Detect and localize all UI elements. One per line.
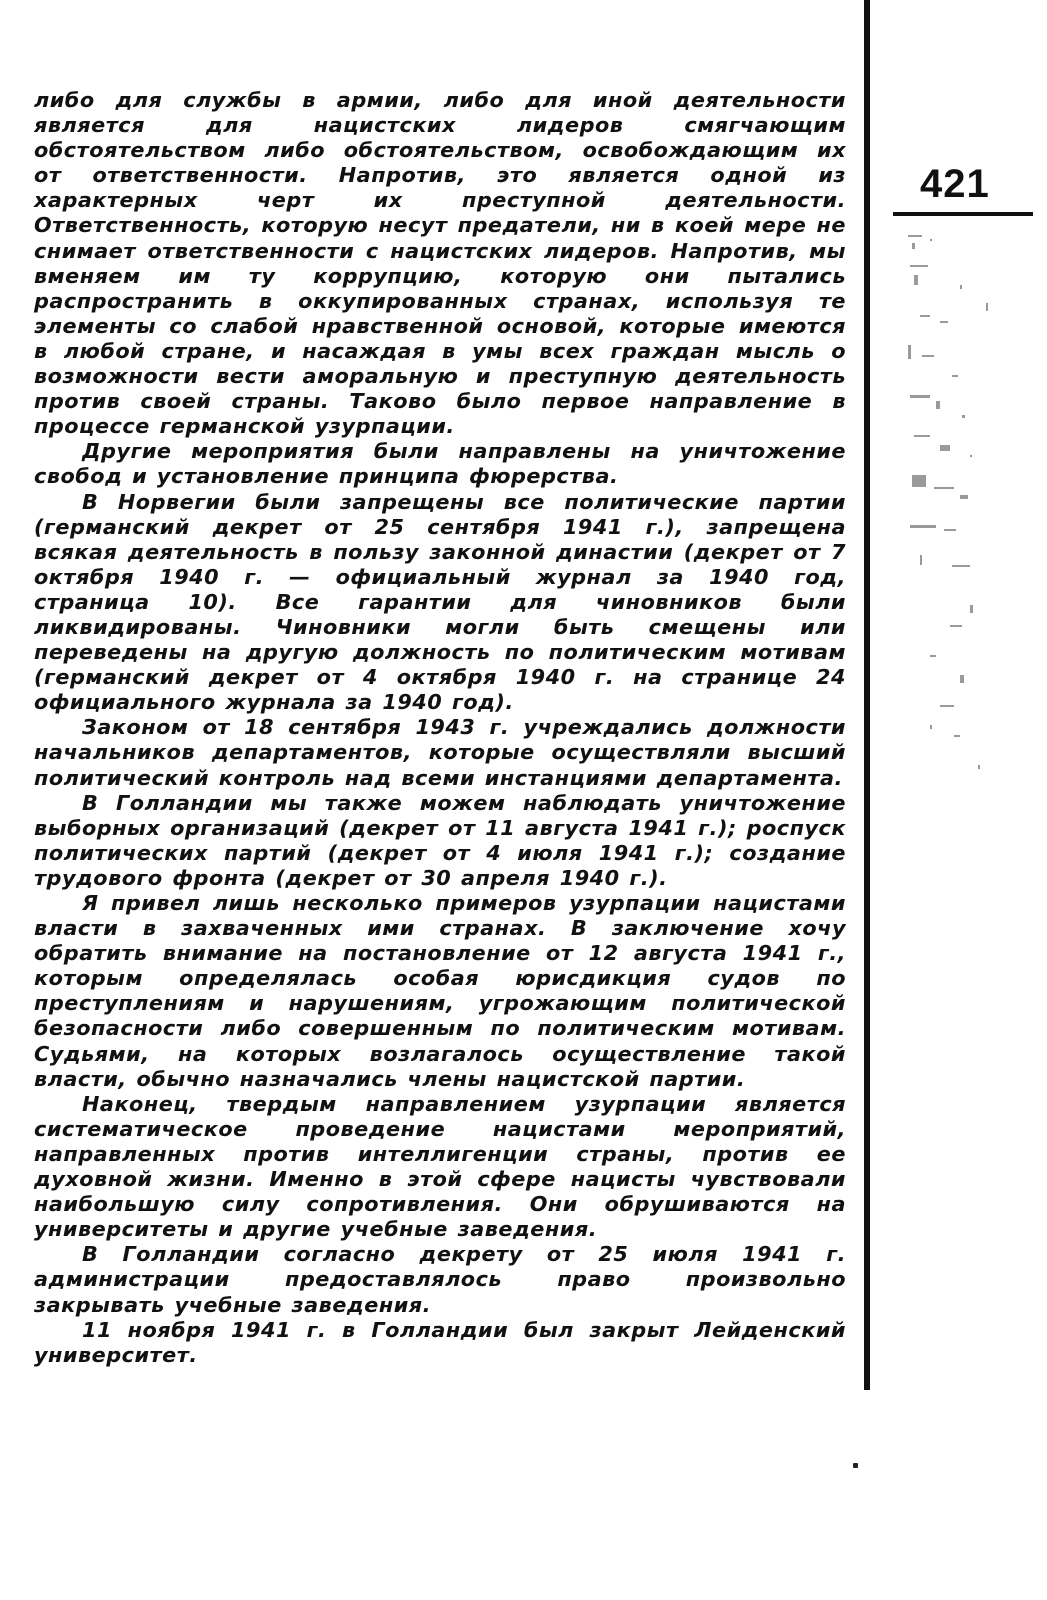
paragraph: Законом от 18 сентября 1943 г. учреждались должности начальников департаментов, которые осуществляли высший политический контроль над всеми инстанциями департамента. — [34, 715, 846, 790]
paragraph: В Норвегии были запрещены все политические партии (германский декрет от 25 сентября 1941 г.), запрещена всякая деятельность в пользу законной династии (декрет от 7 октября 1940 г. — официальный журнал за 1940 год, страница 10). Все гарантии для чиновников были ликвидированы. Чиновники могли быть смещены или переведены на другую должность по политическим мотивам (германский декрет от 4 октября 1940 г. на странице 24 официального журнала за 1940 год). — [34, 489, 846, 715]
paragraph: Наконец, твердым направлением узурпации является систематическое проведение нацистами мероприятий, направленных против интеллигенции страны, против ее духовной жизни. Именно в этой сфере нацисты чувствовали наибольшую силу сопротивления. Они обрушиваются на университеты и другие учебные заведения. — [34, 1091, 846, 1242]
scan-margin-noise — [900, 225, 990, 785]
paragraph: Другие мероприятия были направлены на уничтожение свобод и установление принципа фюрерства. — [34, 439, 846, 489]
paragraph: 11 ноября 1941 г. в Голландии был закрыт Лейденский университет. — [34, 1317, 846, 1367]
paragraph: Я привел лишь несколько примеров узурпации нацистами власти в захваченных ими странах. В заключение хочу обратить внимание на постановление от 12 августа 1941 г., которым определялась особая юрисдикция судов по преступлениям и нарушениям, угрожающим политической безопасности либо совершенным по политическим мотивам. Судьями, на которых возлагалось осуществление такой власти, обычно назначались члены нацистской партии. — [34, 891, 846, 1091]
paragraph: В Голландии мы также можем наблюдать уничтожение выборных организаций (декрет от 11 августа 1941 г.); роспуск политических партий (декрет от 4 июля 1941 г.); создание трудового фронта (декрет от 30 апреля 1940 г.). — [34, 790, 846, 890]
page-number: 421 — [920, 162, 990, 206]
paragraph-continuation: либо для службы в армии, либо для иной деятельности является для нацистских лидеров смягчающим обстоятельством либо обстоятельством, освобождающим их от ответственности. Напротив, это является одной из характерных черт их преступной деятельности. Ответственность, которую несут предатели, ни в коей мере не снимает ответственности с нацистских лидеров. Напротив, мы вменяем им ту коррупцию, которую они пытались распространить в оккупированных странах, используя те элементы со слабой нравственной основой, которые имеются в любой стране, и насаждая в умы всех граждан мысль о возможности вести аморальную и преступную деятельность против своей страны. Таково было первое направление в процессе германской узурпации. — [34, 88, 846, 439]
scan-edge-mark — [853, 1463, 858, 1468]
margin-vertical-rule — [864, 0, 870, 1390]
body-text — [34, 88, 846, 1368]
paragraph: В Голландии согласно декрету от 25 июля 1941 г. администрации предоставлялось право произвольно закрывать учебные заведения. — [34, 1242, 846, 1317]
page-number-underline — [893, 212, 1033, 216]
